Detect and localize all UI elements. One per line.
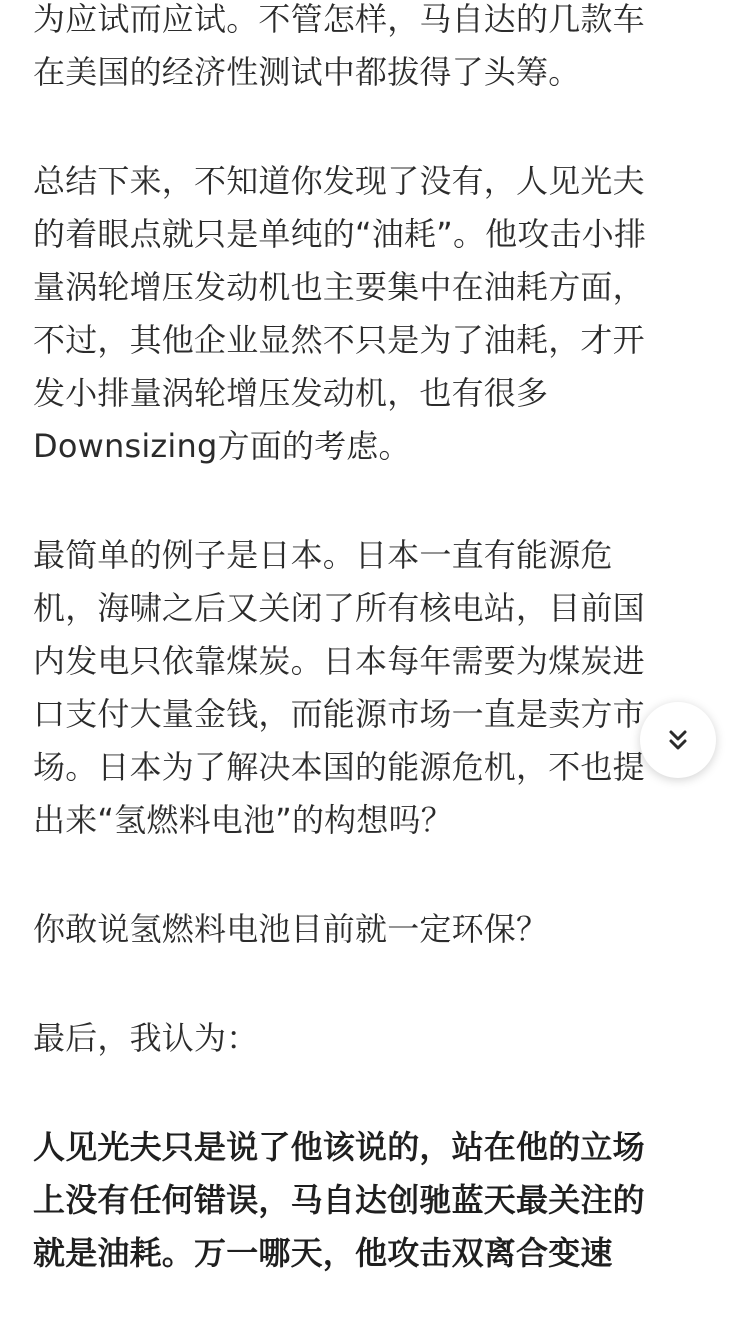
paragraph-4	[33, 903, 723, 956]
paragraph-line: 发小排量涡轮增压发动机，也有很多	[33, 374, 549, 412]
paragraph-5	[33, 1012, 723, 1065]
paragraph-line: 上没有任何错误，马自达创驰蓝天最关注的	[33, 1181, 645, 1219]
paragraph-line: 机，海啸之后又关闭了所有核电站，目前国	[33, 589, 645, 627]
paragraph-3	[33, 529, 723, 847]
paragraph-1	[33, 0, 723, 99]
article-body	[33, 0, 723, 1336]
scroll-down-button[interactable]	[640, 702, 716, 778]
paragraph-line: 的着眼点就只是单纯的“油耗”。他攻击小排	[33, 215, 647, 253]
paragraph-line: 为应试而应试。不管怎样，马自达的几款车	[33, 0, 645, 38]
paragraph-line: 出来“氢燃料电池”的构想吗？	[33, 801, 453, 839]
paragraph-line: 最简单的例子是日本。日本一直有能源危	[33, 536, 613, 574]
paragraph-line: 量涡轮增压发动机也主要集中在油耗方面，	[33, 268, 645, 306]
paragraph-line: Downsizing方面的考虑。	[33, 427, 411, 465]
paragraph-line: 在美国的经济性测试中都拔得了头筹。	[33, 53, 581, 91]
paragraph-line: 口支付大量金钱，而能源市场一直是卖方市	[33, 695, 645, 733]
paragraph-line: 人见光夫只是说了他该说的，站在他的立场	[33, 1128, 645, 1166]
paragraph-line: 你敢说氢燃料电池目前就一定环保？	[33, 910, 549, 948]
paragraph-line: 总结下来，不知道你发现了没有，人见光夫	[33, 162, 645, 200]
paragraph-2	[33, 155, 723, 473]
paragraph-line: 不过，其他企业显然不只是为了油耗，才开	[33, 321, 645, 359]
paragraph-line: 场。日本为了解决本国的能源危机，不也提	[33, 748, 645, 786]
paragraph-line: 最后，我认为：	[33, 1019, 259, 1057]
double-chevron-down-icon	[665, 727, 691, 753]
paragraph-line: 就是油耗。万一哪天，他攻击双离合变速	[33, 1234, 613, 1272]
paragraph-6-bold	[33, 1121, 723, 1280]
paragraph-line: 内发电只依靠煤炭。日本每年需要为煤炭进	[33, 642, 645, 680]
